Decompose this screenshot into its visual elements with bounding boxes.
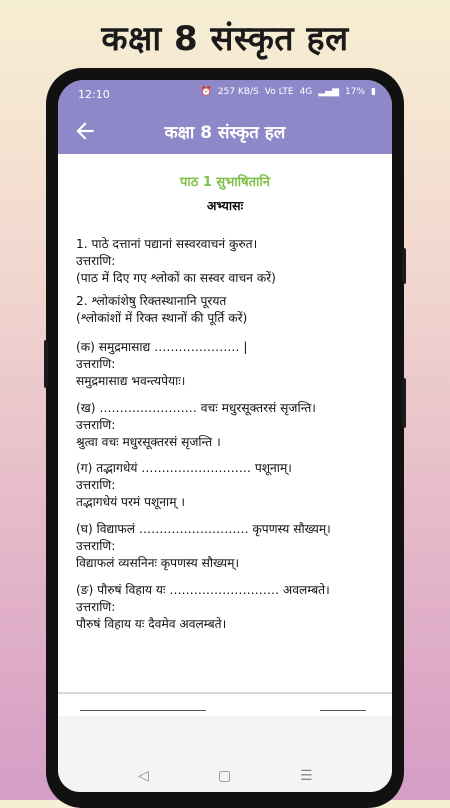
bottom-panel [58,716,392,760]
battery-icon: ▮ [371,87,376,97]
signal-icon: ▂▄▆ [318,87,340,97]
promo-banner-title: कक्षा 8 संस्कृत हल [101,19,349,59]
question-block [76,236,376,287]
system-nav-bar [58,760,392,792]
network-speed: 257 KB/S [217,87,259,97]
status-bar [58,80,392,110]
question-line: (ङ) पौरुषं विहाय यः ……………………… अवलम्बते। [76,583,330,597]
question-line: (घ) विद्याफलं ……………………… कृपणस्य सौख्यम्। [76,522,331,536]
lesson-title: पाठ 1 सुभाषितानि [180,175,270,190]
volte-indicator: Vo LTE [264,87,294,97]
question-block [76,582,376,633]
answer-label: उत्तराणि: [76,478,116,492]
answer-label: उत्तराणि: [76,539,116,553]
lesson-content [58,154,392,692]
answer-line: समुद्रमासाद्य भवन्त्यपेयाः। [76,374,186,388]
answer-line: तद्भागधेयं परमं पशूनाम् । [76,495,186,509]
app-title: कक्षा 8 संस्कृत हल [164,123,286,143]
answer-line: श्रुत्वा वचः मधुरसूक्तरसं सृजन्ति । [76,435,221,449]
answer-label: उत्तराणि: [76,254,116,268]
exercise-heading: अभ्यासः [206,198,244,213]
question-line: (ख) …………………… वचः मधुरसूक्तरसं सृजन्ति। [76,401,316,415]
phone-side-button [402,378,406,428]
question-line: (श्लोकांशों में रिक्त स्थानों की पूर्ति करें) [76,311,248,325]
nav-recents-icon[interactable]: ☰ [300,768,313,784]
signal-type: 4G [299,87,313,97]
status-time: 12:10 [78,88,110,101]
answer-label: उत्तराणि: [76,600,116,614]
nav-home-icon[interactable]: ▢ [218,768,232,784]
phone-screen [58,80,392,792]
battery-level: 17% [345,87,366,97]
content-divider [58,692,392,694]
phone-side-button [44,340,48,388]
answer-line: विद्याफलं व्यसनिनः कृपणस्य सौख्यम्। [76,556,240,570]
phone-side-button [402,248,406,284]
question-line: (ग) तद्भागधेयं ……………………… पशूनाम्। [76,461,292,475]
question-line: 2. श्लोकांशेषु रिक्तस्थानानि पूरयत [76,294,227,308]
status-icons [201,87,376,97]
question-block [76,521,376,572]
alarm-icon: ⏰ [200,87,212,97]
nav-back-icon[interactable]: ◁ [138,768,149,784]
app-bar [58,110,392,154]
question-line: (क) समुद्रमासाद्य ………………… | [76,340,248,354]
question-block [76,460,376,511]
question-block [76,400,376,451]
answer-line: पौरुषं विहाय यः दैवमेव अवलम्बते। [76,617,227,631]
clipped-next-section [58,702,392,716]
question-block [76,293,376,327]
answer-line: (पाठ में दिए गए श्लोकों का सस्वर वाचन करें) [76,271,276,285]
question-block [76,339,376,390]
answer-label: उत्तराणि: [76,418,116,432]
question-line: 1. पाठे दत्तानां पद्यानां सस्वरवाचनं कुरुत। [76,237,258,251]
answer-label: उत्तराणि: [76,357,116,371]
